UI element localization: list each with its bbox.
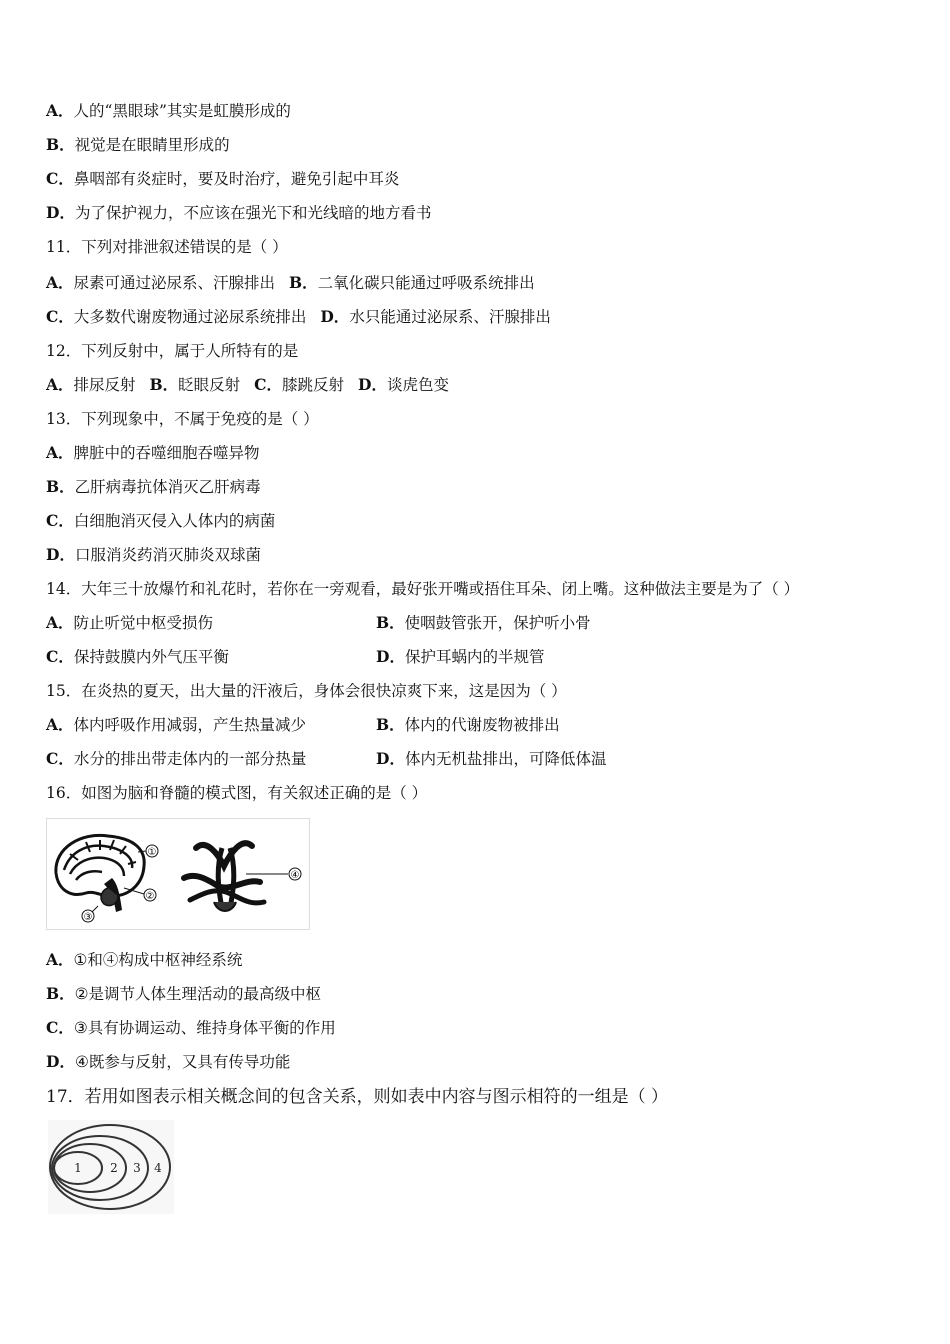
option-text: ①和④构成中枢神经系统 [73, 951, 243, 969]
option-text: 体内无机盐排出，可降低体温 [404, 750, 607, 768]
q13-option-b [46, 477, 261, 497]
option-label: C． [46, 511, 74, 530]
option-label: C． [46, 1018, 74, 1037]
q13-option-d [46, 545, 261, 565]
figure-label-1 [146, 845, 158, 858]
q13-stem: 13．下列现象中，不属于免疫的是（ ） [46, 410, 319, 428]
option-text: 保护耳蜗内的半规管 [404, 648, 545, 666]
option-label: D． [46, 203, 75, 222]
option-label: D． [320, 307, 350, 326]
figure-label-2 [144, 889, 156, 902]
option-label: B． [46, 477, 75, 496]
option-text: 视觉是在眼睛里形成的 [74, 136, 230, 154]
option-label: C． [254, 375, 283, 394]
q15-stem: 15．在炎热的夏天，出大量的汗液后，身体会很快凉爽下来，这是因为（ ） [46, 682, 567, 700]
q11-options-ab [46, 273, 535, 293]
q13-option-c [46, 511, 275, 531]
figure-label-2: 2 [110, 1161, 118, 1175]
option-text: 水分的排出带走体内的一部分热量 [73, 750, 307, 768]
option-label: D． [46, 1052, 75, 1071]
option-text: 口服消炎药消灭肺炎双球菌 [74, 546, 261, 564]
q16-option-d [46, 1052, 290, 1072]
option-text: 膝跳反射 [282, 376, 345, 394]
brain-spinal-cord-figure [46, 818, 310, 930]
option-label: B． [376, 613, 405, 632]
q10-option-a [46, 101, 291, 121]
option-text: 尿素可通过泌尿系、汗腺排出 [73, 274, 276, 292]
q14-option-c [46, 647, 229, 667]
option-label: B． [289, 273, 318, 292]
option-text: 使咽鼓管张开，保护听小骨 [404, 614, 591, 632]
figure-label-3 [82, 910, 94, 923]
q14-option-a [46, 613, 213, 633]
option-label: A． [46, 101, 74, 120]
q17-stem: 17．若用如图表示相关概念间的包含关系，则如表中内容与图示相符的一组是（ ） [46, 1087, 669, 1107]
q12-options [46, 375, 449, 395]
option-text: 大多数代谢废物通过泌尿系统排出 [73, 308, 307, 326]
option-text: 谈虎色变 [386, 376, 449, 394]
option-label: C． [46, 749, 74, 768]
svg-text:④: ④ [290, 870, 300, 881]
option-text: ③具有协调运动、维持身体平衡的作用 [73, 1019, 336, 1037]
q10-option-b [46, 135, 230, 155]
figure-label-3: 3 [133, 1161, 141, 1175]
option-text: ②是调节人体生理活动的最高级中枢 [74, 985, 322, 1003]
option-text: 防止听觉中枢受损伤 [73, 614, 214, 632]
q14-option-b [376, 613, 591, 633]
option-label: A． [46, 375, 74, 394]
option-text: 眨眼反射 [178, 376, 241, 394]
option-text: 体内的代谢废物被排出 [404, 716, 560, 734]
figure-label-1: 1 [74, 1161, 82, 1175]
option-label: D． [46, 545, 75, 564]
svg-text:②: ② [145, 891, 155, 902]
option-label: A． [46, 613, 74, 632]
option-text: 脾脏中的吞噬细胞吞噬异物 [73, 444, 260, 462]
nested-ellipses-figure [48, 1120, 174, 1214]
option-label: C． [46, 307, 74, 326]
q15-option-b [376, 715, 560, 735]
option-label: C． [46, 647, 74, 666]
q16-option-a [46, 950, 242, 970]
svg-text:③: ③ [83, 912, 93, 923]
option-label: D． [358, 375, 387, 394]
option-text: 乙肝病毒抗体消灭乙肝病毒 [74, 478, 261, 496]
q14-option-d [376, 647, 544, 667]
option-text: 水只能通过泌尿系、汗腺排出 [349, 308, 551, 326]
option-text: 二氧化碳只能通过呼吸系统排出 [317, 274, 535, 292]
option-text: 人的“黑眼球”其实是虹膜形成的 [73, 102, 291, 120]
option-text: 为了保护视力，不应该在强光下和光线暗的地方看书 [74, 204, 432, 222]
q15-option-d [376, 749, 606, 769]
q11-options-cd [46, 307, 551, 327]
figure-label-4: 4 [154, 1161, 162, 1175]
q10-option-c [46, 169, 399, 189]
option-text: 鼻咽部有炎症时，要及时治疗，避免引起中耳炎 [73, 170, 400, 188]
option-text: 排尿反射 [73, 376, 136, 394]
option-label: D． [376, 749, 405, 768]
q15-option-c [46, 749, 306, 769]
option-label: A． [46, 950, 74, 969]
option-label: A． [46, 273, 74, 292]
option-label: B． [376, 715, 405, 734]
option-text: 保持鼓膜内外气压平衡 [73, 648, 229, 666]
option-label: B． [46, 984, 75, 1003]
figure-label-4 [289, 868, 301, 881]
q15-option-a [46, 715, 306, 735]
option-label: C． [46, 169, 74, 188]
q13-option-a [46, 443, 260, 463]
option-label: B． [149, 375, 179, 394]
q16-option-b [46, 984, 321, 1004]
q14-stem: 14．大年三十放爆竹和礼花时，若你在一旁观看，最好张开嘴或捂住耳朵、闭上嘴。这种做法主要是为了（ ） [46, 580, 800, 598]
option-label: A． [46, 715, 74, 734]
option-label: D． [376, 647, 405, 666]
q12-stem: 12．下列反射中，属于人所特有的是 [46, 342, 299, 360]
svg-text:①: ① [147, 847, 157, 858]
q16-option-c [46, 1018, 336, 1038]
option-label: B． [46, 135, 75, 154]
q10-option-d [46, 203, 431, 223]
option-text: 白细胞消灭侵入人体内的病菌 [73, 512, 276, 530]
q11-stem: 11．下列对排泄叙述错误的是（ ） [46, 238, 288, 256]
option-label: A． [46, 443, 74, 462]
q16-stem: 16．如图为脑和脊髓的模式图，有关叙述正确的是（ ） [46, 784, 428, 802]
option-text: 体内呼吸作用减弱，产生热量减少 [73, 716, 307, 734]
option-text: ④既参与反射，又具有传导功能 [74, 1053, 291, 1071]
